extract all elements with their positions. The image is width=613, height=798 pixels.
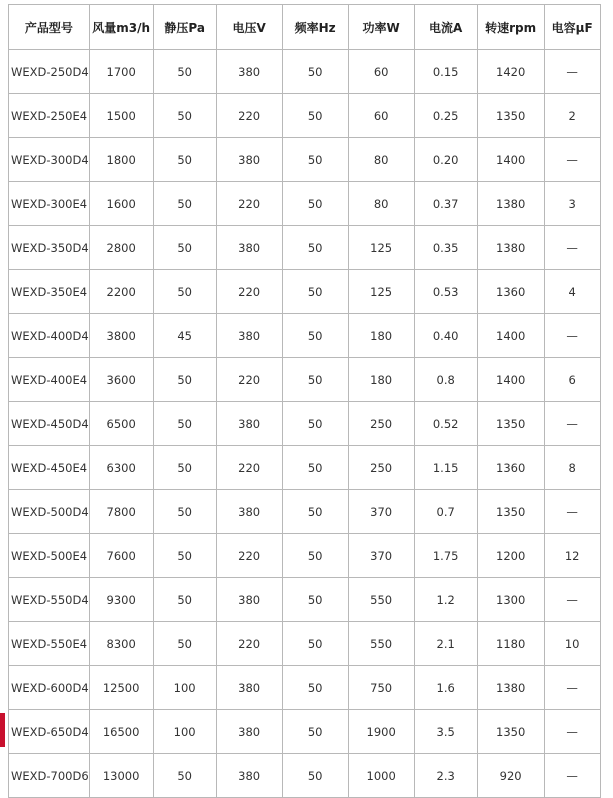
table-row	[9, 94, 601, 138]
cell-current: 0.7	[414, 490, 477, 534]
cell-airflow: 12500	[89, 666, 153, 710]
cell-power: 60	[348, 50, 414, 94]
cell-airflow: 3600	[89, 358, 153, 402]
table-row	[9, 534, 601, 578]
cell-speed: 1380	[477, 666, 544, 710]
cell-model: WEXD-550E4	[9, 622, 90, 666]
cell-static-pressure: 45	[153, 314, 216, 358]
cell-speed: 1200	[477, 534, 544, 578]
cell-capacitance: —	[544, 578, 600, 622]
cell-speed: 1400	[477, 138, 544, 182]
cell-power: 370	[348, 534, 414, 578]
cell-frequency: 50	[282, 490, 348, 534]
cell-model: WEXD-300E4	[9, 182, 90, 226]
table-row	[9, 666, 601, 710]
cell-capacitance: —	[544, 710, 600, 754]
cell-frequency: 50	[282, 710, 348, 754]
cell-voltage: 220	[216, 182, 282, 226]
cell-current: 2.1	[414, 622, 477, 666]
cell-airflow: 1700	[89, 50, 153, 94]
cell-model: WEXD-400D4	[9, 314, 90, 358]
table-row	[9, 622, 601, 666]
cell-static-pressure: 100	[153, 666, 216, 710]
cell-frequency: 50	[282, 402, 348, 446]
cell-airflow: 3800	[89, 314, 153, 358]
cell-model: WEXD-500E4	[9, 534, 90, 578]
cell-current: 0.53	[414, 270, 477, 314]
cell-frequency: 50	[282, 446, 348, 490]
cell-capacitance: —	[544, 754, 600, 798]
cell-frequency: 50	[282, 138, 348, 182]
cell-current: 0.35	[414, 226, 477, 270]
cell-static-pressure: 50	[153, 182, 216, 226]
cell-voltage: 380	[216, 138, 282, 182]
table-row	[9, 50, 601, 94]
cell-power: 550	[348, 578, 414, 622]
cell-speed: 1350	[477, 490, 544, 534]
cell-voltage: 220	[216, 94, 282, 138]
cell-capacitance: —	[544, 226, 600, 270]
table-row	[9, 358, 601, 402]
cell-static-pressure: 50	[153, 754, 216, 798]
cell-power: 125	[348, 270, 414, 314]
cell-model: WEXD-250E4	[9, 94, 90, 138]
cell-power: 370	[348, 490, 414, 534]
cell-model: WEXD-300D4	[9, 138, 90, 182]
cell-voltage: 380	[216, 402, 282, 446]
cell-voltage: 380	[216, 314, 282, 358]
cell-airflow: 2200	[89, 270, 153, 314]
cell-model: WEXD-700D6	[9, 754, 90, 798]
cell-frequency: 50	[282, 358, 348, 402]
cell-model: WEXD-250D4	[9, 50, 90, 94]
table-row	[9, 754, 601, 798]
cell-speed: 920	[477, 754, 544, 798]
cell-speed: 1420	[477, 50, 544, 94]
cell-speed: 1400	[477, 314, 544, 358]
cell-current: 1.75	[414, 534, 477, 578]
cell-airflow: 7800	[89, 490, 153, 534]
product-spec-table	[8, 4, 601, 798]
cell-frequency: 50	[282, 622, 348, 666]
cell-voltage: 380	[216, 666, 282, 710]
cell-capacitance: —	[544, 666, 600, 710]
header-frequency: 频率Hz	[282, 5, 348, 50]
cell-power: 1000	[348, 754, 414, 798]
cell-frequency: 50	[282, 50, 348, 94]
cell-speed: 1350	[477, 402, 544, 446]
cell-capacitance: 10	[544, 622, 600, 666]
cell-static-pressure: 50	[153, 50, 216, 94]
cell-model: WEXD-550D4	[9, 578, 90, 622]
cell-frequency: 50	[282, 534, 348, 578]
cell-current: 1.6	[414, 666, 477, 710]
table-row	[9, 710, 601, 754]
cell-capacitance: 2	[544, 94, 600, 138]
cell-static-pressure: 50	[153, 534, 216, 578]
cell-airflow: 13000	[89, 754, 153, 798]
cell-airflow: 6500	[89, 402, 153, 446]
cell-static-pressure: 50	[153, 358, 216, 402]
header-capacitance: 电容μF	[544, 5, 600, 50]
cell-capacitance: 4	[544, 270, 600, 314]
cell-current: 0.40	[414, 314, 477, 358]
cell-model: WEXD-400E4	[9, 358, 90, 402]
header-speed: 转速rpm	[477, 5, 544, 50]
header-airflow: 风量m3/h	[89, 5, 153, 50]
cell-static-pressure: 50	[153, 270, 216, 314]
cell-power: 750	[348, 666, 414, 710]
cell-airflow: 9300	[89, 578, 153, 622]
cell-capacitance: —	[544, 490, 600, 534]
cell-power: 80	[348, 182, 414, 226]
cell-voltage: 220	[216, 622, 282, 666]
cell-power: 80	[348, 138, 414, 182]
cell-power: 250	[348, 446, 414, 490]
cell-voltage: 380	[216, 754, 282, 798]
cell-airflow: 1600	[89, 182, 153, 226]
cell-speed: 1180	[477, 622, 544, 666]
cell-speed: 1360	[477, 270, 544, 314]
cell-power: 180	[348, 358, 414, 402]
cell-speed: 1350	[477, 94, 544, 138]
cell-current: 0.15	[414, 50, 477, 94]
table-row	[9, 182, 601, 226]
table-row	[9, 402, 601, 446]
cell-airflow: 2800	[89, 226, 153, 270]
cell-voltage: 380	[216, 50, 282, 94]
cell-capacitance: —	[544, 314, 600, 358]
header-static-pressure: 静压Pa	[153, 5, 216, 50]
cell-speed: 1400	[477, 358, 544, 402]
cell-capacitance: 6	[544, 358, 600, 402]
cell-model: WEXD-350D4	[9, 226, 90, 270]
cell-static-pressure: 50	[153, 402, 216, 446]
cell-model: WEXD-350E4	[9, 270, 90, 314]
cell-capacitance: 8	[544, 446, 600, 490]
table-row	[9, 138, 601, 182]
table-row	[9, 226, 601, 270]
cell-frequency: 50	[282, 314, 348, 358]
cell-frequency: 50	[282, 666, 348, 710]
cell-airflow: 6300	[89, 446, 153, 490]
cell-static-pressure: 50	[153, 490, 216, 534]
cell-power: 60	[348, 94, 414, 138]
cell-static-pressure: 100	[153, 710, 216, 754]
cell-current: 1.2	[414, 578, 477, 622]
cell-model: WEXD-600D4	[9, 666, 90, 710]
cell-current: 1.15	[414, 446, 477, 490]
cell-frequency: 50	[282, 270, 348, 314]
cell-power: 1900	[348, 710, 414, 754]
cell-frequency: 50	[282, 578, 348, 622]
cell-capacitance: 3	[544, 182, 600, 226]
cell-model: WEXD-650D4	[9, 710, 90, 754]
cell-static-pressure: 50	[153, 226, 216, 270]
table-row	[9, 270, 601, 314]
cell-capacitance: —	[544, 138, 600, 182]
cell-static-pressure: 50	[153, 622, 216, 666]
cell-model: WEXD-450D4	[9, 402, 90, 446]
cell-speed: 1380	[477, 226, 544, 270]
cell-speed: 1300	[477, 578, 544, 622]
cell-current: 0.25	[414, 94, 477, 138]
table-row	[9, 490, 601, 534]
cell-model: WEXD-450E4	[9, 446, 90, 490]
header-voltage: 电压V	[216, 5, 282, 50]
cell-speed: 1380	[477, 182, 544, 226]
cell-voltage: 220	[216, 270, 282, 314]
cell-frequency: 50	[282, 754, 348, 798]
header-row	[9, 5, 601, 50]
cell-static-pressure: 50	[153, 578, 216, 622]
cell-speed: 1360	[477, 446, 544, 490]
cell-power: 125	[348, 226, 414, 270]
header-power: 功率W	[348, 5, 414, 50]
cell-airflow: 16500	[89, 710, 153, 754]
cell-power: 550	[348, 622, 414, 666]
cell-voltage: 380	[216, 226, 282, 270]
cell-current: 2.3	[414, 754, 477, 798]
header-model: 产品型号	[9, 5, 90, 50]
cell-current: 0.37	[414, 182, 477, 226]
cell-capacitance: 12	[544, 534, 600, 578]
table-row	[9, 314, 601, 358]
cell-airflow: 8300	[89, 622, 153, 666]
cell-current: 0.52	[414, 402, 477, 446]
cell-power: 250	[348, 402, 414, 446]
cell-capacitance: —	[544, 50, 600, 94]
cell-static-pressure: 50	[153, 446, 216, 490]
cell-current: 0.8	[414, 358, 477, 402]
cell-voltage: 220	[216, 446, 282, 490]
cell-voltage: 220	[216, 534, 282, 578]
side-marker	[0, 713, 5, 747]
cell-power: 180	[348, 314, 414, 358]
cell-voltage: 380	[216, 578, 282, 622]
cell-voltage: 380	[216, 710, 282, 754]
cell-speed: 1350	[477, 710, 544, 754]
cell-voltage: 220	[216, 358, 282, 402]
table-row	[9, 446, 601, 490]
cell-voltage: 380	[216, 490, 282, 534]
cell-airflow: 1800	[89, 138, 153, 182]
cell-static-pressure: 50	[153, 94, 216, 138]
header-current: 电流A	[414, 5, 477, 50]
table-row	[9, 578, 601, 622]
cell-current: 3.5	[414, 710, 477, 754]
cell-frequency: 50	[282, 182, 348, 226]
table-body	[9, 50, 601, 798]
cell-airflow: 1500	[89, 94, 153, 138]
cell-model: WEXD-500D4	[9, 490, 90, 534]
cell-frequency: 50	[282, 226, 348, 270]
cell-static-pressure: 50	[153, 138, 216, 182]
cell-airflow: 7600	[89, 534, 153, 578]
cell-current: 0.20	[414, 138, 477, 182]
cell-capacitance: —	[544, 402, 600, 446]
cell-frequency: 50	[282, 94, 348, 138]
